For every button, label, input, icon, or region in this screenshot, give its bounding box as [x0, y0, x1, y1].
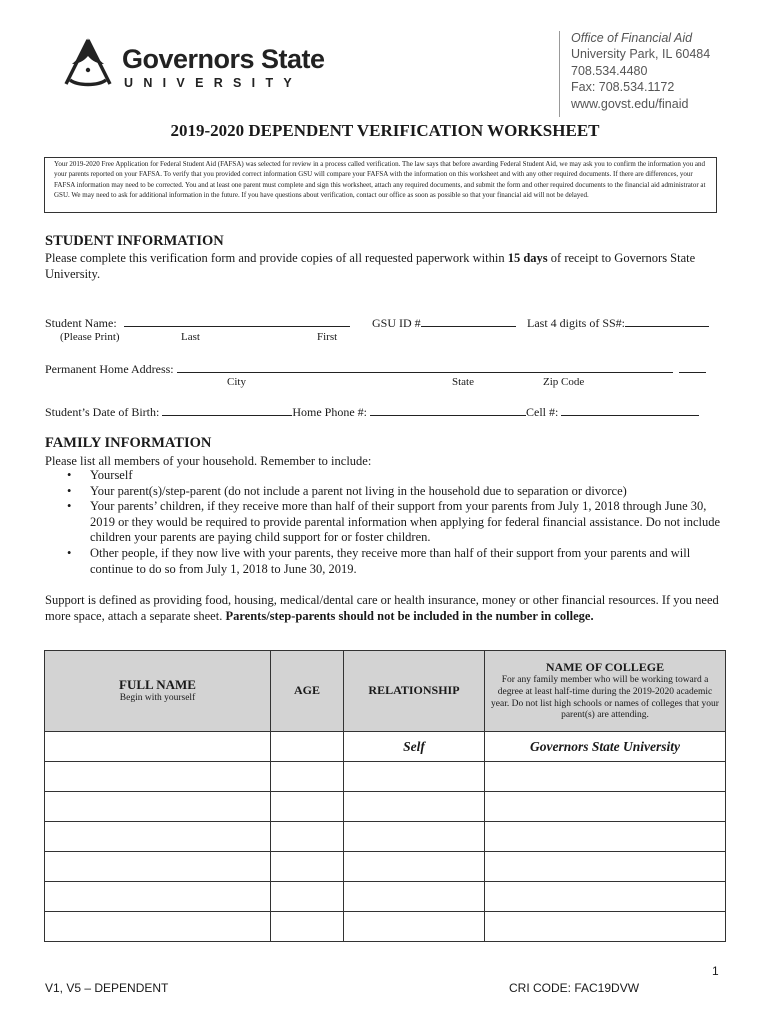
college-cell[interactable] [485, 882, 726, 912]
col-full-name-header [45, 651, 271, 732]
relationship-heading: RELATIONSHIP [368, 683, 460, 697]
name-cell[interactable] [45, 882, 271, 912]
college-cell[interactable] [485, 792, 726, 822]
name-cell[interactable] [45, 792, 271, 822]
age-cell[interactable] [271, 762, 344, 792]
student-instructions [45, 250, 725, 283]
home-phone-field[interactable] [370, 404, 526, 416]
student-info-heading: STUDENT INFORMATION [45, 233, 224, 249]
address-row [45, 361, 706, 377]
name-cell[interactable] [45, 852, 271, 882]
college-subheading: For any family member who will be working toward a degree at least half-time during the 2019-2020 academic year. Do not list high schools or names of colleges that your parent(s) are attending. [491, 675, 719, 721]
age-cell[interactable] [271, 882, 344, 912]
office-name: Office of Financial Aid [571, 31, 693, 45]
office-phone: 708.534.4480 [571, 63, 648, 78]
zip-caption: Zip Code [543, 376, 585, 388]
footer-cri-code: CRI CODE: FAC19DVW [509, 981, 640, 995]
list-item: • Your parents’ children, if they receive more than half of their support from your parents from July 1, 2018 through June 30, 2019 or they would be required to provide parental information when applying for federal financial assistance. Do not include children your parents are paying child support for or foster children. [67, 499, 727, 546]
table-row [45, 912, 726, 942]
list-item: • Other people, if they now live with your parents, they receive more than half of their support from your parents and will continue to do so from July 1, 2018 to June 30, 2019. [67, 546, 727, 577]
age-cell[interactable] [271, 792, 344, 822]
student-instructions-text-end: of receipt to Governors State University. [45, 251, 696, 282]
ssn-row [527, 315, 709, 331]
relationship-cell[interactable] [344, 822, 485, 852]
verification-notice: Your 2019-2020 Free Application for Federal Student Aid (FAFSA) was selected for review in a process called verification. The law says that before awarding Federal Student Aid, we may ask you to confirm the information you and your parents reported on your FAFSA. To verify that you provided correct information GSU will compare your FAFSA with the information on this worksheet and with any other required documents. If there are differences, your FAFSA information may need to be corrected. You and at least one parent must complete and sign this worksheet, attach any required documents, and submit the form and other required documents to the financial aid administrator at GSU. We may need to ask for additional information in the future. If you have questions about verification, contact our office as soon as possible so that your financial aid will not be delayed. [44, 157, 717, 213]
full-name-heading: FULL NAME [119, 677, 196, 693]
dob-field[interactable] [162, 404, 292, 416]
page-number: 1 [712, 964, 719, 978]
address-field[interactable] [177, 361, 673, 373]
address-field-extra[interactable] [679, 361, 706, 373]
support-definition [45, 592, 725, 625]
col-college-header [485, 651, 726, 732]
relationship-cell[interactable] [344, 912, 485, 942]
student-instructions-text: Please complete this verification form and provide copies of all requested paperwork within [45, 251, 508, 265]
age-cell[interactable] [271, 822, 344, 852]
college-cell[interactable]: Governors State University [485, 732, 726, 762]
household-table [44, 650, 726, 942]
state-caption: State [452, 376, 474, 388]
office-fax: Fax: 708.534.1172 [571, 80, 675, 95]
table-row [45, 852, 726, 882]
footer-form-code: V1, V5 – DEPENDENT [45, 981, 169, 995]
table-row [45, 822, 726, 852]
please-print-note: (Please Print) [60, 331, 120, 343]
ssn-field[interactable] [625, 315, 709, 327]
last-name-caption: Last [181, 331, 200, 343]
name-cell[interactable] [45, 732, 271, 762]
table-header-row [45, 651, 726, 732]
college-cell[interactable] [485, 822, 726, 852]
gsu-id-field[interactable] [421, 315, 516, 327]
relationship-cell[interactable] [344, 882, 485, 912]
family-instructions: Please list all members of your household. Remember to include: [45, 454, 372, 468]
list-item: • Your parent(s)/step-parent (do not include a parent not living in the household due to separation or divorce) [67, 484, 727, 500]
document-title: 2019-2020 DEPENDENT VERIFICATION WORKSHEET [170, 121, 600, 140]
ssn-label: Last 4 digits of SS#: [527, 316, 626, 330]
university-word: UNIVERSITY [124, 76, 303, 90]
deadline-days: 15 days [507, 251, 548, 265]
relationship-cell[interactable] [344, 852, 485, 882]
university-name: Governors State [122, 44, 325, 74]
student-name-row [45, 315, 350, 331]
family-info-heading: FAMILY INFORMATION [45, 435, 212, 451]
age-cell[interactable] [271, 732, 344, 762]
cell-field[interactable] [561, 404, 699, 416]
student-name-label: Student Name: [45, 316, 117, 330]
home-phone-label: Home Phone #: [292, 405, 367, 419]
college-cell[interactable] [485, 852, 726, 882]
college-cell[interactable] [485, 762, 726, 792]
name-cell[interactable] [45, 822, 271, 852]
list-item: • Yourself [67, 468, 727, 484]
name-cell[interactable] [45, 762, 271, 792]
age-cell[interactable] [271, 852, 344, 882]
age-cell[interactable] [271, 912, 344, 942]
relationship-cell[interactable]: Self [344, 732, 485, 762]
first-name-caption: First [317, 331, 338, 343]
gsu-id-label: GSU ID # [372, 316, 421, 330]
col-relationship-header [344, 651, 485, 732]
table-row [45, 792, 726, 822]
relationship-cell[interactable] [344, 792, 485, 822]
dob-label: Student’s Date of Birth: [45, 405, 160, 419]
college-cell[interactable] [485, 912, 726, 942]
support-definition-bold: Parents/step-parents should not be included in the number in college. [225, 609, 594, 624]
college-heading: NAME OF COLLEGE [545, 660, 665, 675]
support-definition-text: Support is defined as providing food, housing, medical/dental care or health insurance, money or other financial resources. If you need more space, attach a separate sheet. [45, 593, 719, 624]
city-caption: City [227, 376, 246, 388]
table-row [45, 762, 726, 792]
name-cell[interactable] [45, 912, 271, 942]
header-divider [559, 31, 560, 117]
table-row [45, 732, 726, 762]
office-web: www.govst.edu/finaid [571, 96, 689, 111]
gsu-id-row [372, 315, 516, 331]
address-label: Permanent Home Address: [45, 362, 174, 376]
age-heading: AGE [293, 683, 320, 697]
student-name-field[interactable] [124, 315, 350, 327]
table-row [45, 882, 726, 912]
office-contact-block [571, 30, 710, 112]
household-include-list [67, 468, 727, 577]
relationship-cell[interactable] [344, 762, 485, 792]
cell-label: Cell #: [526, 405, 559, 419]
office-city: University Park, IL 60484 [571, 47, 711, 62]
gsu-logo-icon [60, 34, 116, 88]
contact-row [45, 404, 699, 420]
col-age-header [271, 651, 344, 732]
full-name-subheading: Begin with yourself [119, 693, 196, 704]
